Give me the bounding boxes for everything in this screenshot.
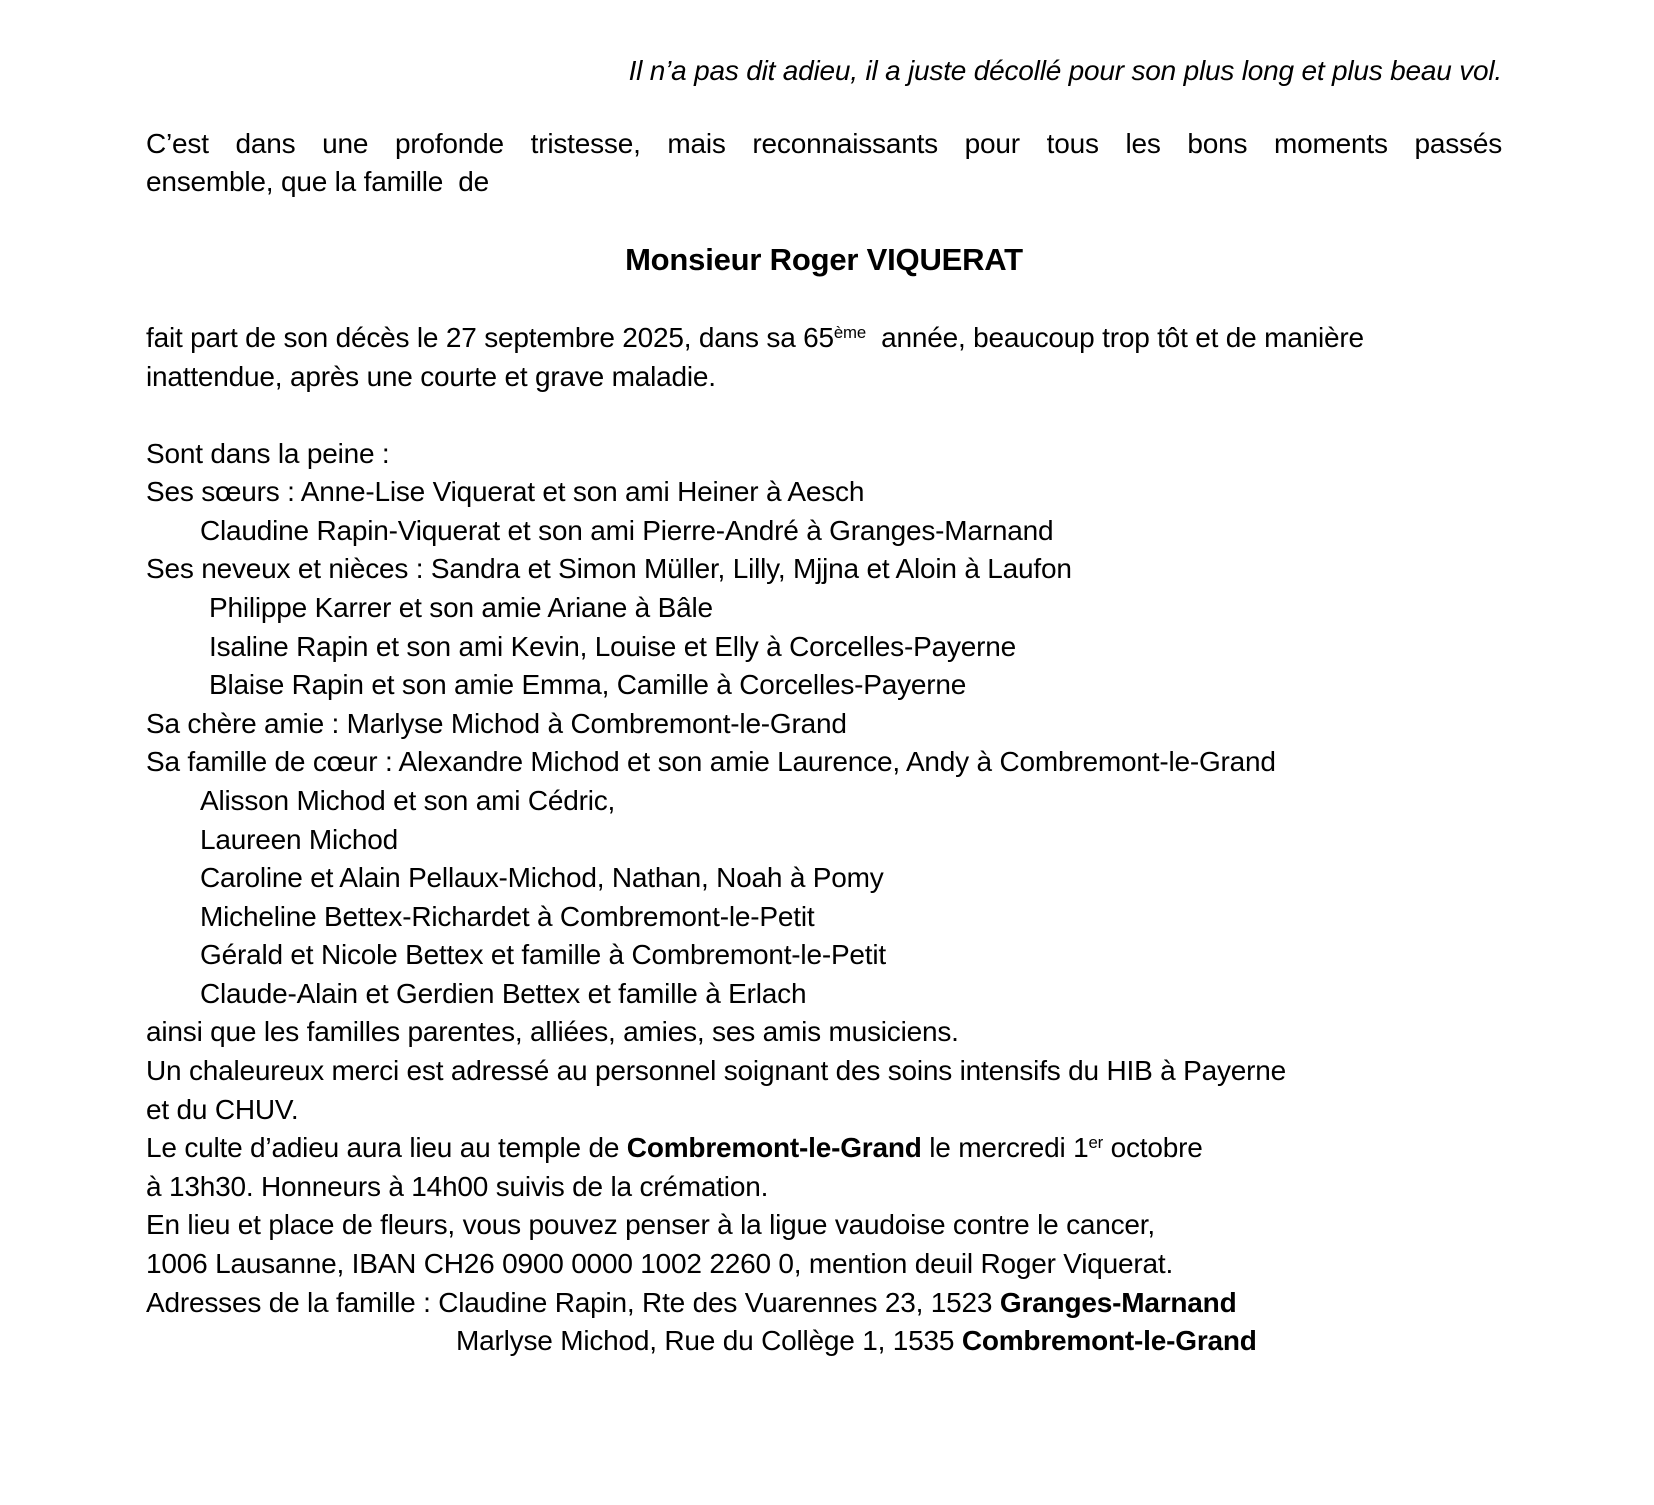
address-text-2: Marlyse Michod, Rue du Collège 1, 1535 — [456, 1325, 962, 1357]
donation-line-1: En lieu et place de fleurs, vous pouvez penser à la ligue vaudoise contre le cancer, — [146, 1209, 1155, 1241]
announcement-text-pre: fait part de son décès le 27 septembre 2025, dans sa 65 — [146, 322, 834, 354]
family-line: Claude-Alain et Gerdien Bettex et famille à Erlach — [200, 977, 807, 1009]
address-line-2 — [146, 1322, 1502, 1361]
grief-header: Sont dans la peine : — [146, 437, 390, 469]
ceremony-place-bold: Combremont-le-Grand — [626, 1132, 922, 1164]
address-place-bold-1: Granges-Marnand — [999, 1286, 1237, 1318]
family-line: Ses neveux et nièces : Sandra et Simon Müller, Lilly, Mjjna et Aloin à Laufon — [146, 553, 1072, 585]
family-line: Ses sœurs : Anne-Lise Viquerat et son ami Heiner à Aesch — [146, 476, 865, 508]
family-line: Blaise Rapin et son amie Emma, Camille à Corcelles-Payerne — [209, 669, 967, 701]
family-line: Sa famille de cœur : Alexandre Michod et son amie Laurence, Andy à Combremont-le-Grand — [146, 746, 1276, 778]
ceremony-line-2: à 13h30. Honneurs à 14h00 suivis de la crémation. — [146, 1170, 769, 1202]
ordinal-suffix-65eme: ème — [833, 323, 866, 343]
epigraph-quote: Il n’a pas dit adieu, il a juste décollé pour son plus long et plus beau vol. — [628, 55, 1502, 86]
deceased-name-title: Monsieur Roger VIQUERAT — [625, 241, 1023, 277]
ceremony-text-post: octobre — [1103, 1132, 1203, 1164]
family-line: Claudine Rapin-Viquerat et son ami Pierre-André à Granges-Marnand — [200, 514, 1054, 546]
family-line: Philippe Karrer et son amie Ariane à Bâle — [209, 591, 713, 623]
family-line: Gérald et Nicole Bettex et famille à Combremont-le-Petit — [200, 939, 886, 971]
spacer — [146, 91, 1502, 125]
announcement-line-2: inattendue, après une courte et grave maladie. — [146, 360, 716, 392]
family-line: ainsi que les familles parentes, alliées, amies, ses amis musiciens. — [146, 1016, 959, 1048]
spacer — [146, 397, 1502, 435]
ordinal-suffix-1er: er — [1088, 1133, 1104, 1153]
ceremony-text-mid: le mercredi 1 — [921, 1132, 1089, 1164]
donation-line-2: 1006 Lausanne, IBAN CH26 0900 0000 1002 2260 0, mention deuil Roger Viquerat. — [146, 1248, 1174, 1280]
family-line: Isaline Rapin et son ami Kevin, Louise et Elly à Corcelles-Payerne — [209, 630, 1016, 662]
intro-line-2: ensemble, que la famille de — [146, 166, 490, 198]
spacer — [146, 279, 1502, 319]
address-place-bold-2: Combremont-le-Grand — [961, 1325, 1257, 1357]
spacer — [146, 202, 1502, 241]
intro-line-1: C’est dans une profonde tristesse, mais reconnaissants pour tous les bons moments passés — [146, 127, 1502, 159]
address-text-1: Adresses de la famille : Claudine Rapin, Rte des Vuarennes 23, 1523 — [146, 1286, 1000, 1318]
family-line: Alisson Michod et son ami Cédric, — [200, 784, 616, 816]
family-line: Laureen Michod — [200, 823, 398, 855]
family-line: Caroline et Alain Pellaux-Michod, Nathan, Noah à Pomy — [200, 862, 884, 894]
ceremony-text-pre: Le culte d’adieu aura lieu au temple de — [146, 1132, 627, 1164]
family-line: Micheline Bettex-Richardet à Combremont-le-Petit — [200, 900, 815, 932]
thanks-line-2: et du CHUV. — [146, 1093, 299, 1125]
family-line: Sa chère amie : Marlyse Michod à Combremont-le-Grand — [146, 707, 847, 739]
thanks-line-1: Un chaleureux merci est adressé au personnel soignant des soins intensifs du HIB à Payerne — [146, 1055, 1286, 1087]
announcement-text-post: année, beaucoup trop tôt et de manière — [865, 322, 1364, 354]
address-line-1 — [146, 1284, 1502, 1323]
ceremony-line-1 — [146, 1129, 1502, 1168]
announcement-line-1 — [146, 319, 1502, 358]
